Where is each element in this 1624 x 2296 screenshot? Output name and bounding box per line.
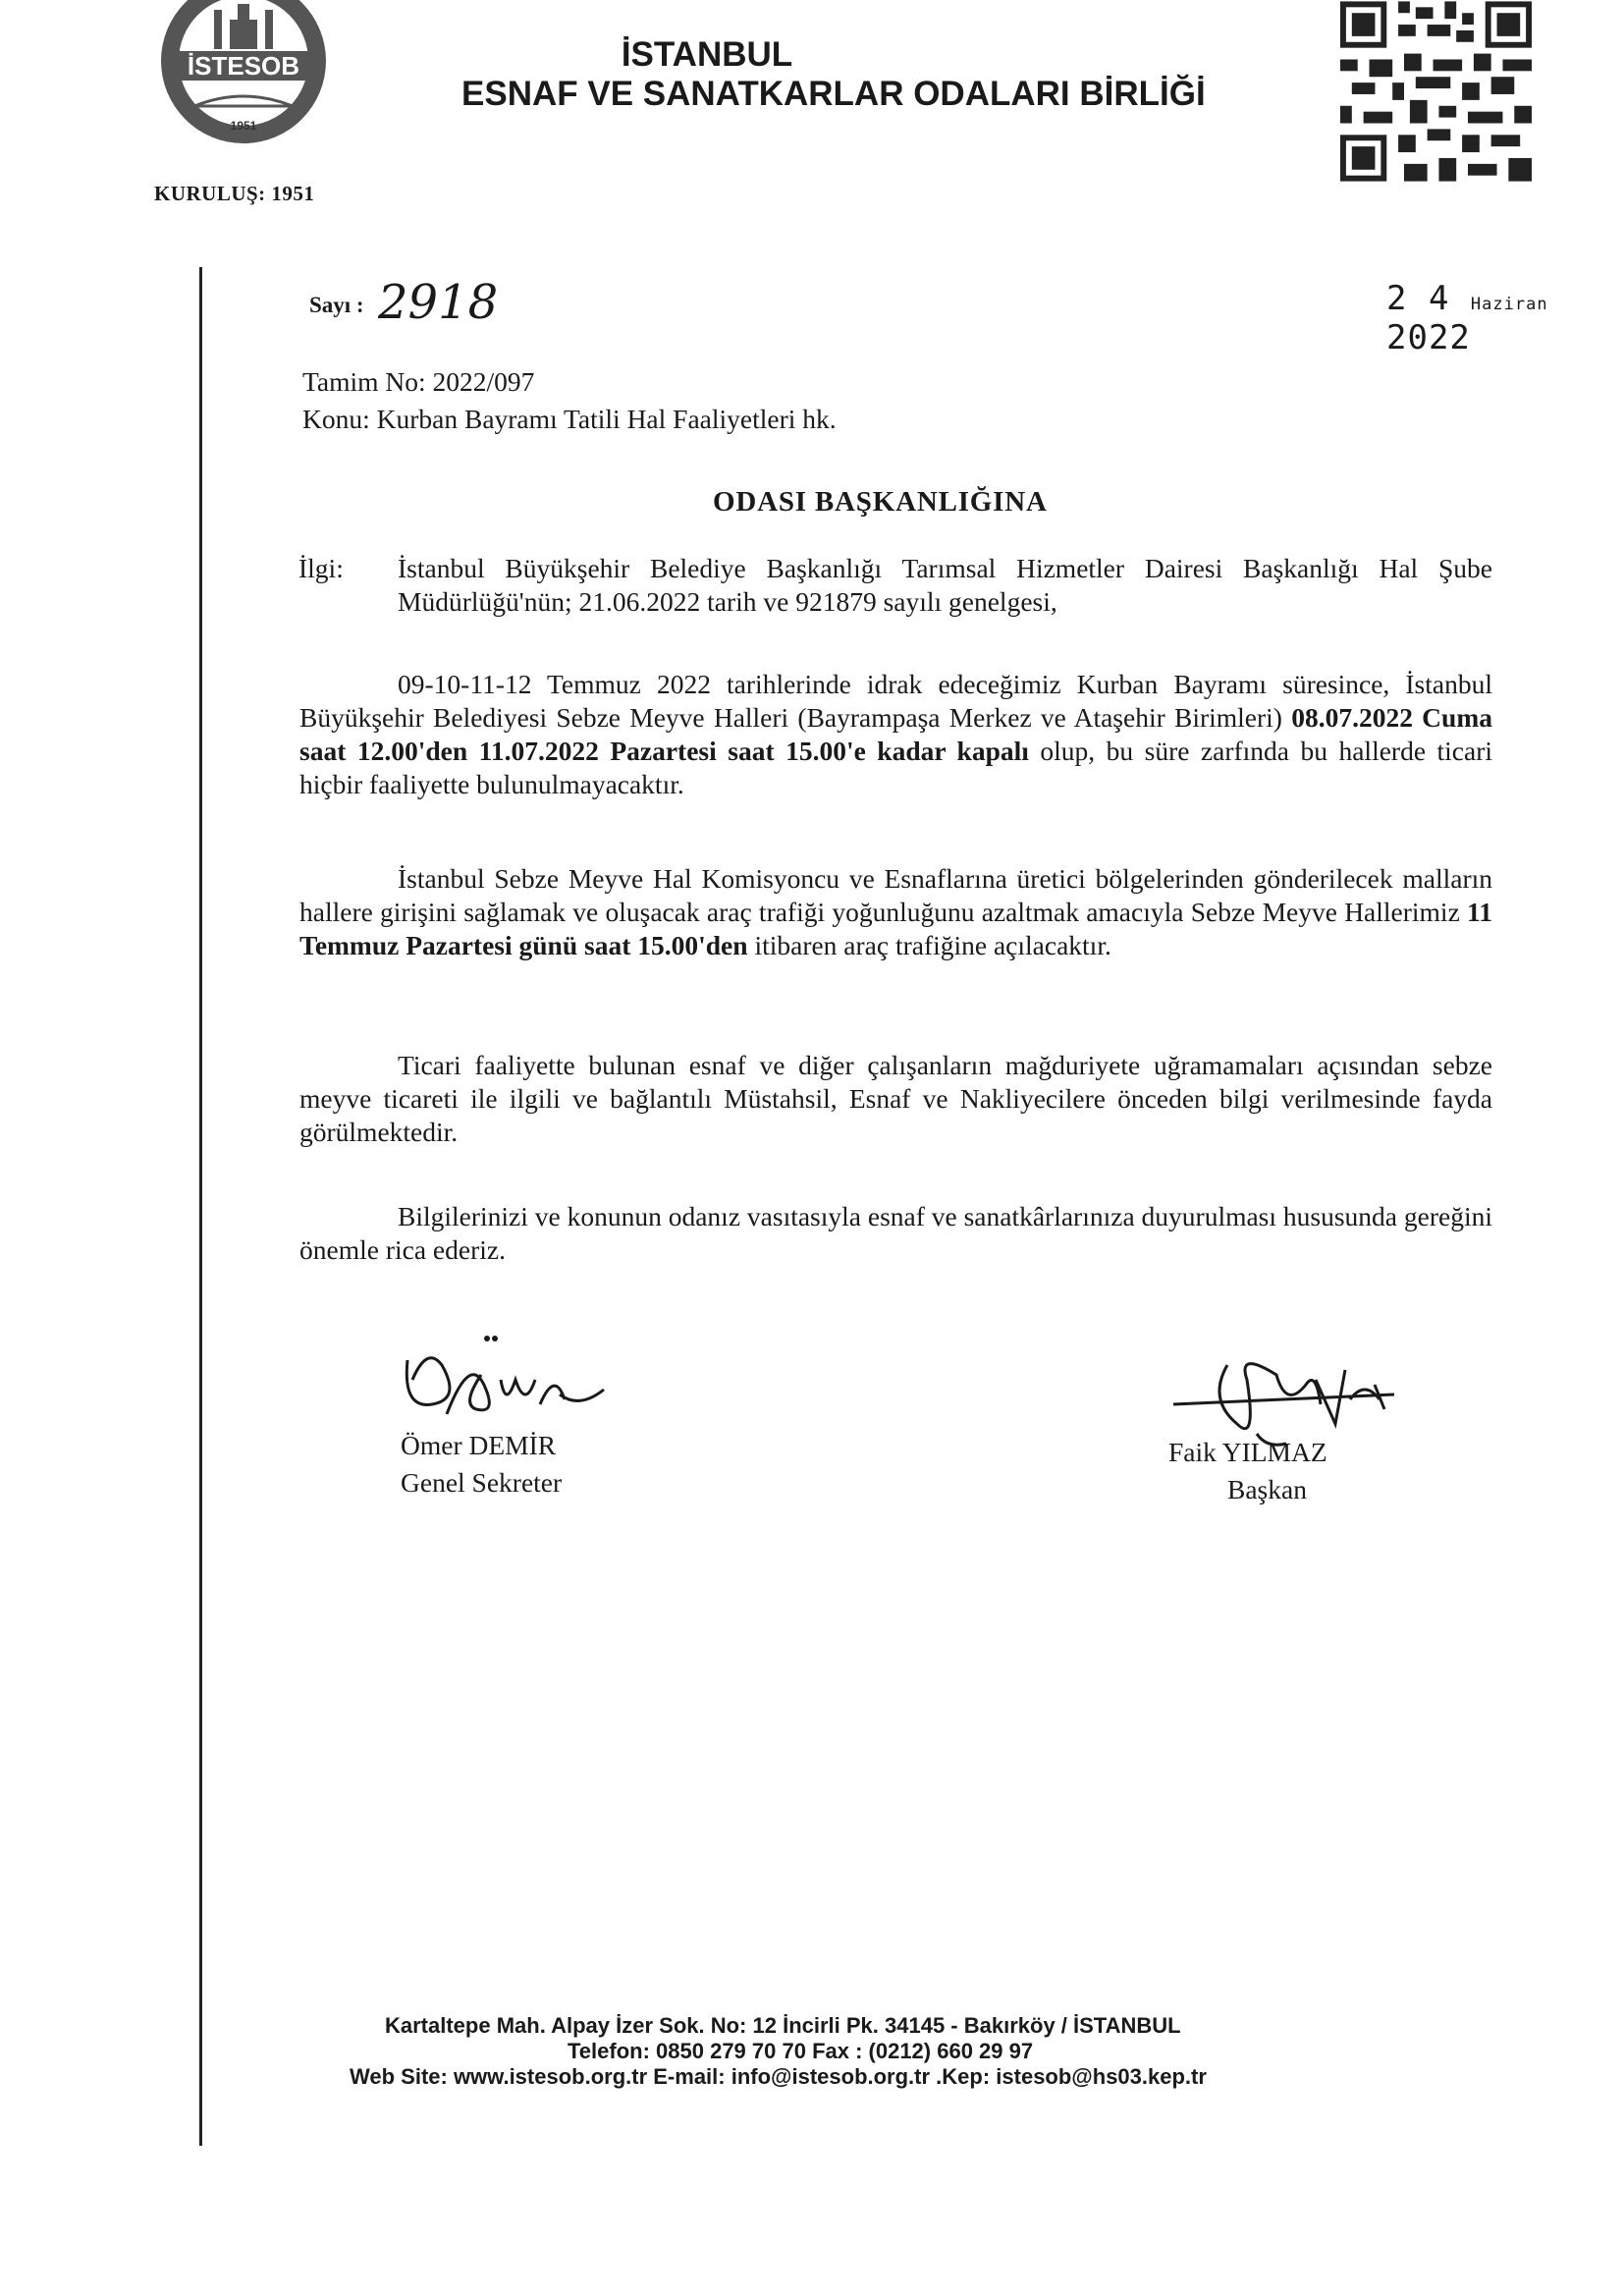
paragraph-notice: Ticari faaliyette bulunan esnaf ve diğer çalışanların mağduriyete uğramamaları açısından sebze meyve ticareti ile ilgili ve bağlantılı Müstahsil, Esnaf ve Nakliyecilere önceden bilgi verilmesinde fayda görülmektedir. — [299, 1050, 1492, 1147]
signatory-left-title: Genel Sekreter — [401, 1467, 563, 1498]
reference-number-value: 2918 — [378, 275, 499, 330]
org-title-line2: ESNAF VE SANATKARLAR ODALARI BİRLİĞİ — [461, 75, 1206, 113]
circular-number: Tamim No: 2022/097 — [302, 366, 535, 397]
document-date: 2 4 Haziran 2022 — [1386, 279, 1548, 357]
signatory-left-name: Ömer DEMİR — [401, 1430, 557, 1460]
svg-text:1951: 1951 — [230, 119, 257, 133]
subject-line: Konu: Kurban Bayramı Tatili Hal Faaliyetleri hk. — [302, 404, 837, 434]
founded-label: KURULUŞ: 1951 — [154, 182, 315, 205]
addressee-heading: ODASI BAŞKANLIĞINA — [713, 486, 1048, 518]
reference-number-label: Sayı : — [309, 293, 364, 317]
paragraph-reopening: İstanbul Sebze Meyve Hal Komisyoncu ve Esnaflarına üretici bölgelerinden gönderilecek malların hallere girişini sağlamak ve oluşacak araç trafiği yoğunluğunu azaltmak amacıyla Sebze Meyve Hallerimiz 11 Temmuz Pazartesi günü saat 15.00'den itibaren araç trafiğine açılacaktır. — [299, 863, 1492, 960]
paragraph-request: Bilgilerinizi ve konunun odanız vasıtasıyla esnaf ve sanatkârlarınıza duyurulması hususunda gereğini önemle rica ederiz. — [299, 1201, 1492, 1265]
footer-address: Kartaltepe Mah. Alpay İzer Sok. No: 12 İncirli Pk. 34145 - Bakırköy / İSTANBUL — [385, 2013, 1181, 2038]
margin-rule — [199, 267, 202, 2146]
org-title-line1: İSTANBUL — [621, 35, 793, 74]
istesob-logo — [155, 0, 332, 147]
footer-web: Web Site: www.istesob.org.tr E-mail: info@istesob.org.tr .Kep: istesob@hs03.kep.tr — [350, 2064, 1207, 2089]
signatory-right-name: Faik YILMAZ — [1168, 1437, 1327, 1467]
reference-text: İstanbul Büyükşehir Belediye Başkanlığı Tarımsal Hizmetler Dairesi Başkanlığı Hal Şube Müdürlüğü'nün; 21.06.2022 tarih ve 921879 sayılı genelgesi, — [398, 553, 1492, 617]
footer-phone: Telefon: 0850 279 70 70 Fax : (0212) 660 29 97 — [568, 2039, 1034, 2063]
signatory-right-title: Başkan — [1227, 1474, 1307, 1504]
qr-code-icon — [1340, 0, 1532, 183]
svg-text:İSTESOB: İSTESOB — [187, 51, 300, 81]
reference-label: İlgi: — [298, 553, 344, 583]
signature-left — [393, 1321, 609, 1429]
paragraph-closure: 09-10-11-12 Temmuz 2022 tarihlerinde idrak edeceğimiz Kurban Bayramı süresince, İstanbul Büyükşehir Belediyesi Sebze Meyve Halleri (Bayrampaşa Merkez ve Ataşehir Birimleri) 08.07.2022 Cuma saat 12.00'den 11.07.2022 Pazartesi saat 15.00'e kadar kapalı olup, bu süre zarfında bu hallerde ticari hiçbir faaliyette bulunulmayacaktır. — [299, 669, 1492, 799]
